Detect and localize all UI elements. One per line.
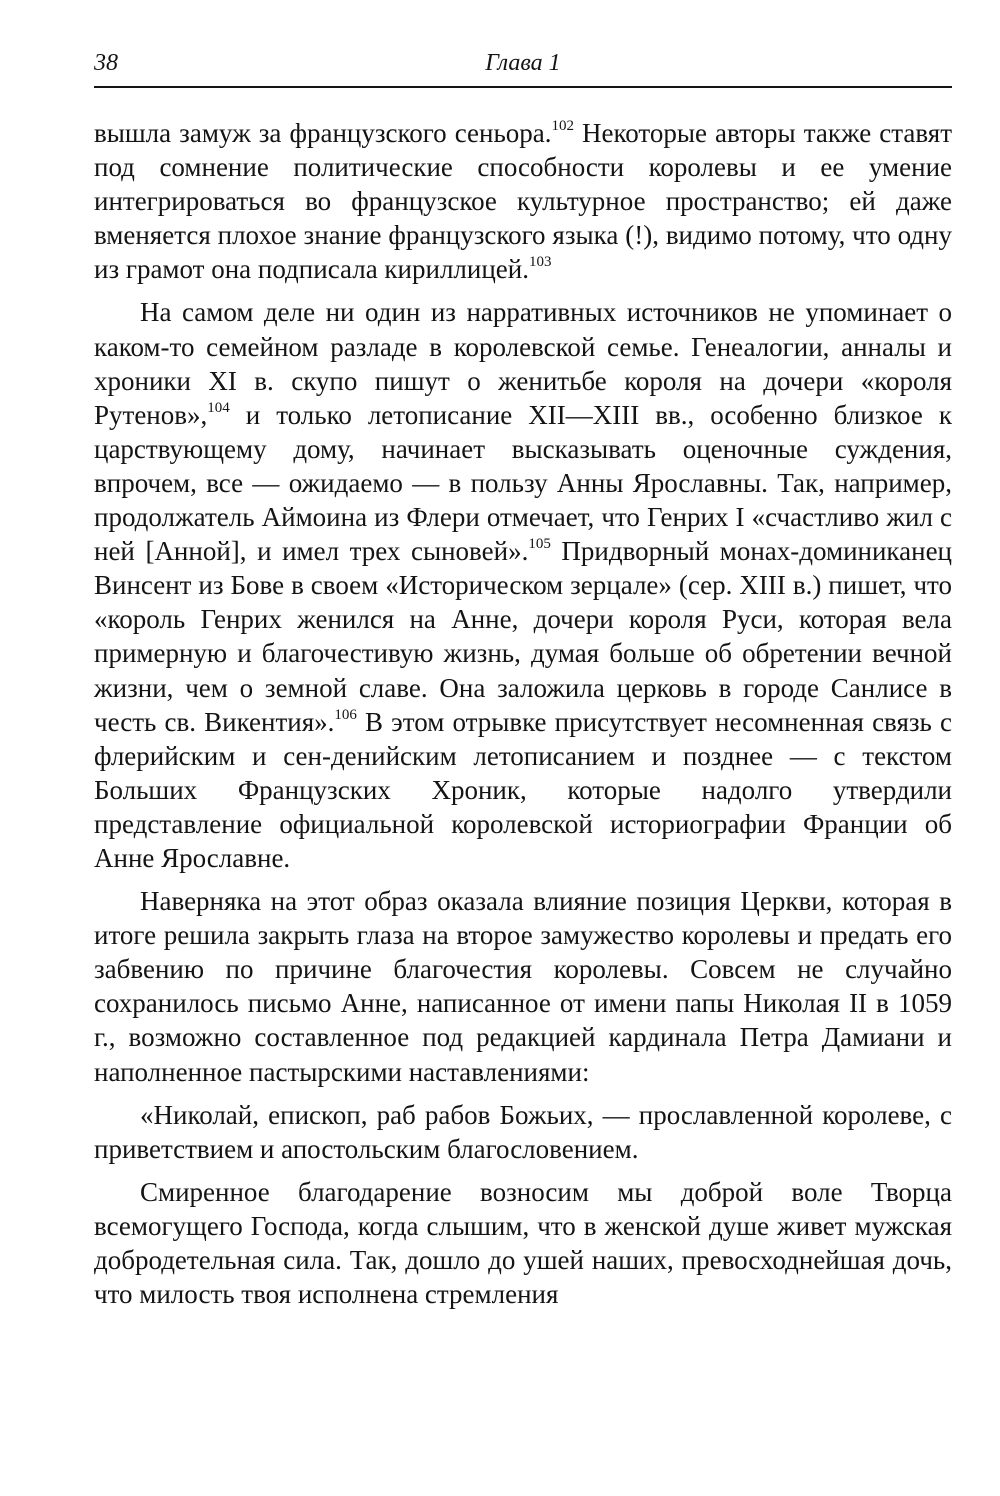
- paragraph-text: и только летописание XII—XIII вв., особенно близкое к царствующему дому, начинает высказывать оценочные суждения, впрочем, все — ожидаемо — в пользу Анны Ярославны. Так, например, продолжатель Аймоина из Флери отмечает, что Генрих I «счастливо жил с ней [Анной], и имел трех сыновей».: [94, 399, 952, 567]
- footnote-marker: 102: [551, 118, 574, 134]
- running-header: [94, 48, 952, 88]
- book-page: [94, 48, 952, 1320]
- paragraph-text: В этом отрывке присутствует несомненная связь с флерийским и сен-денийским летописанием и позднее — с текстом Больших Французских Хроник, которые надолго утвердили представление официальной королевской историографии Франции об Анне Ярославне.: [94, 706, 952, 873]
- paragraph: [94, 1098, 952, 1166]
- paragraph-text: Смиренное благодарение возносим мы доброй воле Творца всемогущего Господа, когда слышим, что в женской душе живет мужская добродетельная сила. Так, дошло до ушей наших, превосходнейшая дочь, что милость твоя исполнена стремления: [94, 1176, 952, 1310]
- paragraph-text: «Николай, епископ, раб рабов Божьих, — прославленной королеве, с приветствием и апостольским благословением.: [94, 1099, 952, 1164]
- paragraph: [94, 1175, 952, 1311]
- footnote-marker: 103: [528, 254, 552, 271]
- footnote-marker: 104: [207, 399, 230, 416]
- paragraph-text: вышла замуж за французского сеньора.: [94, 118, 552, 148]
- page-number: 38: [94, 50, 118, 76]
- paragraph: [94, 295, 952, 875]
- body-text: [94, 116, 952, 1311]
- paragraph-text: Некоторые авторы также ставят под сомнение политические способности королевы и ее умение интегрироваться во французское культурное пространство; ей даже вменяется плохое знание французского языка (!), видимо потому, что одну из грамот она подписала кириллицей.: [94, 118, 953, 285]
- paragraph-text: Придворный монах-доминиканец Винсент из Бове в своем «Историческом зерцале» (сер. XIII в.) пишет, что «король Генрих женился на Анне, дочери короля Руси, которая вела примерную и благочестивую жизнь, думая больше об обретении вечной жизни, чем о земной славе. Она заложила церковь в городе Санлисе в честь св. Викентия».: [94, 536, 953, 737]
- paragraph-text: На самом деле ни один из нарративных источников не упоминает о каком-то семейном разладе в королевской семье. Генеалогии, анналы и хроники XI в. скупо пишут о женитьбе короля на дочери «короля Рутенов»,: [94, 297, 952, 430]
- paragraph-text: Наверняка на этот образ оказала влияние позиция Церкви, которая в итоге решила закрыть глаза на второе замужество королевы и предать его забвению по причине благочестия королевы. Совсем не случайно сохранилось письмо Анне, написанное от имени папы Николая II в 1059 г., возможно составленное под редакцией кардинала Петра Дамиани и наполненное пастырскими наставлениями:: [94, 886, 952, 1087]
- footnote-marker: 105: [528, 536, 551, 553]
- paragraph: [94, 884, 952, 1089]
- paragraph: [94, 116, 952, 286]
- chapter-title: Глава 1: [485, 50, 561, 76]
- footnote-marker: 106: [334, 706, 357, 723]
